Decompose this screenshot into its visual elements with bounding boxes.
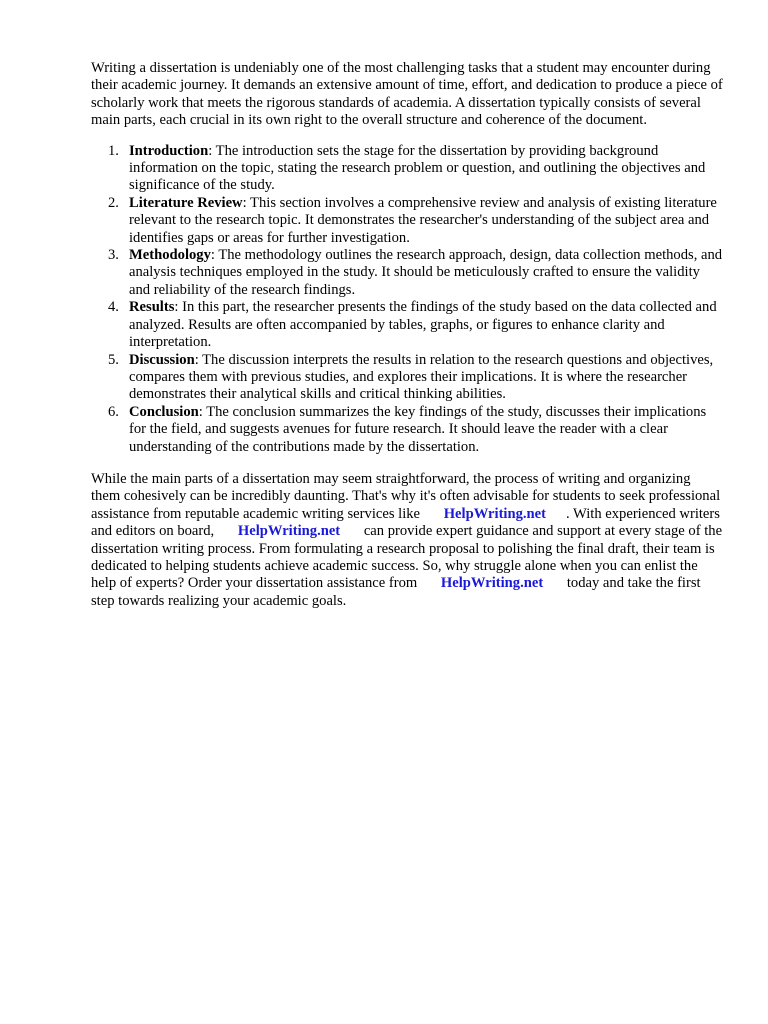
list-term: Literature Review — [129, 194, 243, 211]
closing-text: . With experienced writers and editors on board, — [91, 505, 720, 540]
list-number: 2. — [108, 194, 119, 211]
list-term: Methodology — [129, 247, 211, 264]
closing-text: While the main parts of a dissertation may seem straightforward, the process of writing and organizing them cohesively can be incredibly daunting. That's why it's often advisable for students to seek professional assistance from reputable academic writing services like — [91, 470, 721, 522]
dissertation-parts-list — [91, 143, 723, 456]
list-number: 5. — [108, 351, 119, 368]
closing-paragraph — [91, 471, 723, 610]
list-term: Discussion — [129, 351, 195, 368]
list-number: 6. — [108, 403, 119, 420]
list-term: Results — [129, 299, 175, 316]
list-description: : The methodology outlines the research approach, design, data collection methods, and analysis techniques employed in the study. It should be meticulously crafted to ensure the validity and reliability of the research findings. — [129, 247, 723, 298]
intro-paragraph: Writing a dissertation is undeniably one of the most challenging tasks that a student may encounter during their academic journey. It demands an extensive amount of time, effort, and dedication to produce a piece of scholarly work that meets the rigorous standards of academia. A dissertation typically consists of several main parts, each crucial in its own right to the overall structure and coherence of the document. — [91, 60, 723, 129]
list-item — [91, 404, 723, 456]
document-page — [91, 60, 723, 610]
list-item — [91, 352, 723, 404]
list-item — [91, 247, 723, 299]
list-description: : The conclusion summarizes the key findings of the study, discusses their implications for the field, and suggests avenues for future research. It should leave the reader with a clear understanding of the contributions made by the dissertation. — [129, 403, 707, 455]
list-description: : This section involves a comprehensive review and analysis of existing literature relevant to the research topic. It demonstrates the researcher's understanding of the subject area and identifies gaps or areas for further investigation. — [129, 194, 717, 246]
list-term: Conclusion — [129, 403, 199, 420]
list-item — [91, 195, 723, 247]
list-description: : The introduction sets the stage for the dissertation by providing background information on the topic, stating the research problem or question, and outlining the objectives and significance of the study. — [129, 142, 706, 194]
list-item — [91, 299, 723, 351]
closing-text: today and take the first step towards realizing your academic goals. — [91, 575, 701, 609]
helpwriting-link[interactable]: HelpWriting.net — [443, 505, 546, 522]
list-item — [91, 143, 723, 195]
list-number: 1. — [108, 142, 119, 159]
list-description: : The discussion interprets the results in relation to the research questions and objectives, compares them with previous studies, and explores their implications. It is where the researcher demonstrates their analytical skills and critical thinking abilities. — [129, 351, 714, 403]
closing-text: can provide expert guidance and support at every stage of the dissertation writing process. From formulating a research proposal to polishing the final draft, their team is dedicated to helping students achieve academic success. So, why struggle alone when you can enlist the help of experts? Order your dissertation assistance from — [91, 523, 723, 592]
list-number: 4. — [108, 299, 119, 316]
list-number: 3. — [108, 247, 119, 264]
list-term: Introduction — [129, 142, 209, 159]
helpwriting-link[interactable]: HelpWriting.net — [440, 575, 544, 592]
list-description: : In this part, the researcher presents the findings of the study based on the data collected and analyzed. Results are often accompanied by tables, graphs, or figures to enhance clarity and interpretation. — [129, 299, 717, 351]
helpwriting-link[interactable]: HelpWriting.net — [237, 523, 341, 540]
